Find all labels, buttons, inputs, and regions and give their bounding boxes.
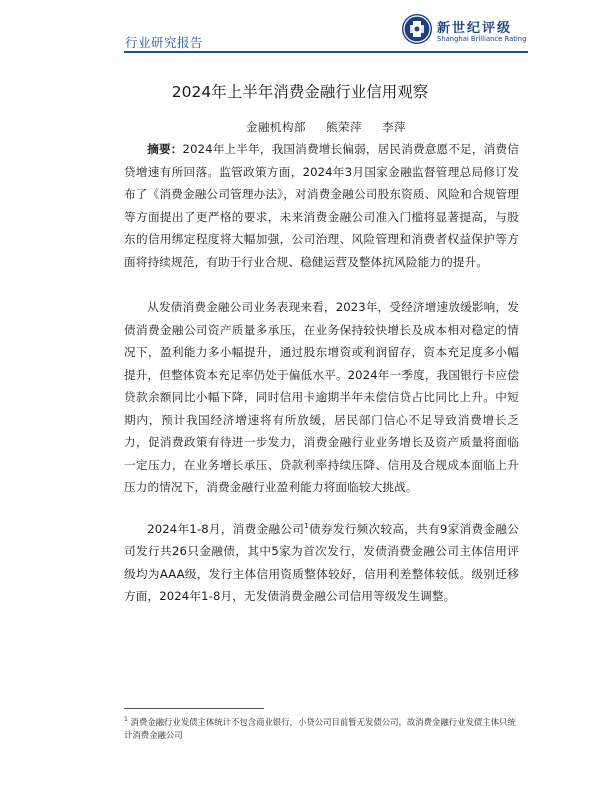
logo-name-cn: 新世纪评级	[437, 21, 513, 36]
footnote-number: 1	[124, 716, 128, 723]
author-line	[246, 119, 426, 135]
abstract-label: 摘要：	[147, 142, 183, 156]
paragraph-text: 债券发行频次较高，共有9家消费金融公司发行共26只金融债，其中5家为首次发行，发债消费金融公司主体信用评级均为AAA级，发行主体信用资质整体较好，信用利差整体较低。级别迁移方面，2024年1-8月，无发债消费金融公司信用等级发生调整。	[124, 521, 520, 604]
footnote-text: 消费金融行业发债主体统计不包含商业银行，小贷公司目前暂无发债公司，故消费金融行业发债主体只统计消费金融公司	[124, 716, 516, 741]
department: 金融机构部	[246, 120, 306, 134]
paragraph-text: 2024年1-8月，消费金融公司	[147, 521, 305, 536]
page-header	[0, 0, 600, 52]
author-name: 李萍	[382, 120, 406, 134]
footnote-divider	[124, 708, 264, 709]
author-name: 熊荣萍	[326, 120, 362, 134]
footnote	[124, 713, 524, 743]
abstract-text: 2024年上半年，我国消费增长偏弱，居民消费意愿不足，消费信贷增速有所回落。监管政策方面，2024年3月国家金融监督管理总局修订发布了《消费金融公司管理办法》，对消费金融公司股东资质、风险和合规管理等方面提出了更严格的要求，未来消费金融公司准入门槛将显著提高，与股东的信用绑定程度将大幅加强，公司治理、风险管理和消费者权益保护等方面将持续规范，有助于行业合规、稳健运营及整体抗风险能力的提升。	[124, 142, 519, 269]
company-logo	[402, 14, 532, 48]
abstract-paragraph	[124, 138, 519, 273]
section-label: 行业研究报告	[125, 35, 204, 50]
logo-name-en: Shanghai Brilliance Rating	[437, 35, 527, 43]
footnote-reference: 1	[304, 522, 309, 530]
body-paragraph	[124, 515, 519, 608]
body-paragraph: 从发债消费金融公司业务表现来看，2023年，受经济增速放缓影响，发债消费金融公司资产质量多承压，在业务保持较快增长及成本相对稳定的情况下，盈利能力多小幅提升，通过股东增资或利润留存，资本充足度多小幅提升，但整体资本充足率仍处于偏低水平。2024年一季度，我国银行卡应偿贷款余额同比小幅下降，同时信用卡逾期半年未偿信贷占比同比上升。中短期内，预计我国经济增速将有所放缓，居民部门信心不足导致消费增长乏力，促消费政策有待进一步发力，消费金融行业业务增长及资产质量将面临一定压力，在业务增长承压、贷款利率持续压降、信用及合规成本面临上升压力的情况下，消费金融行业盈利能力将面临较大挑战。	[124, 300, 519, 494]
logo-emblem-icon	[402, 14, 432, 44]
document-title: 2024年上半年消费金融行业信用观察	[171, 83, 429, 101]
header-divider	[124, 51, 528, 53]
